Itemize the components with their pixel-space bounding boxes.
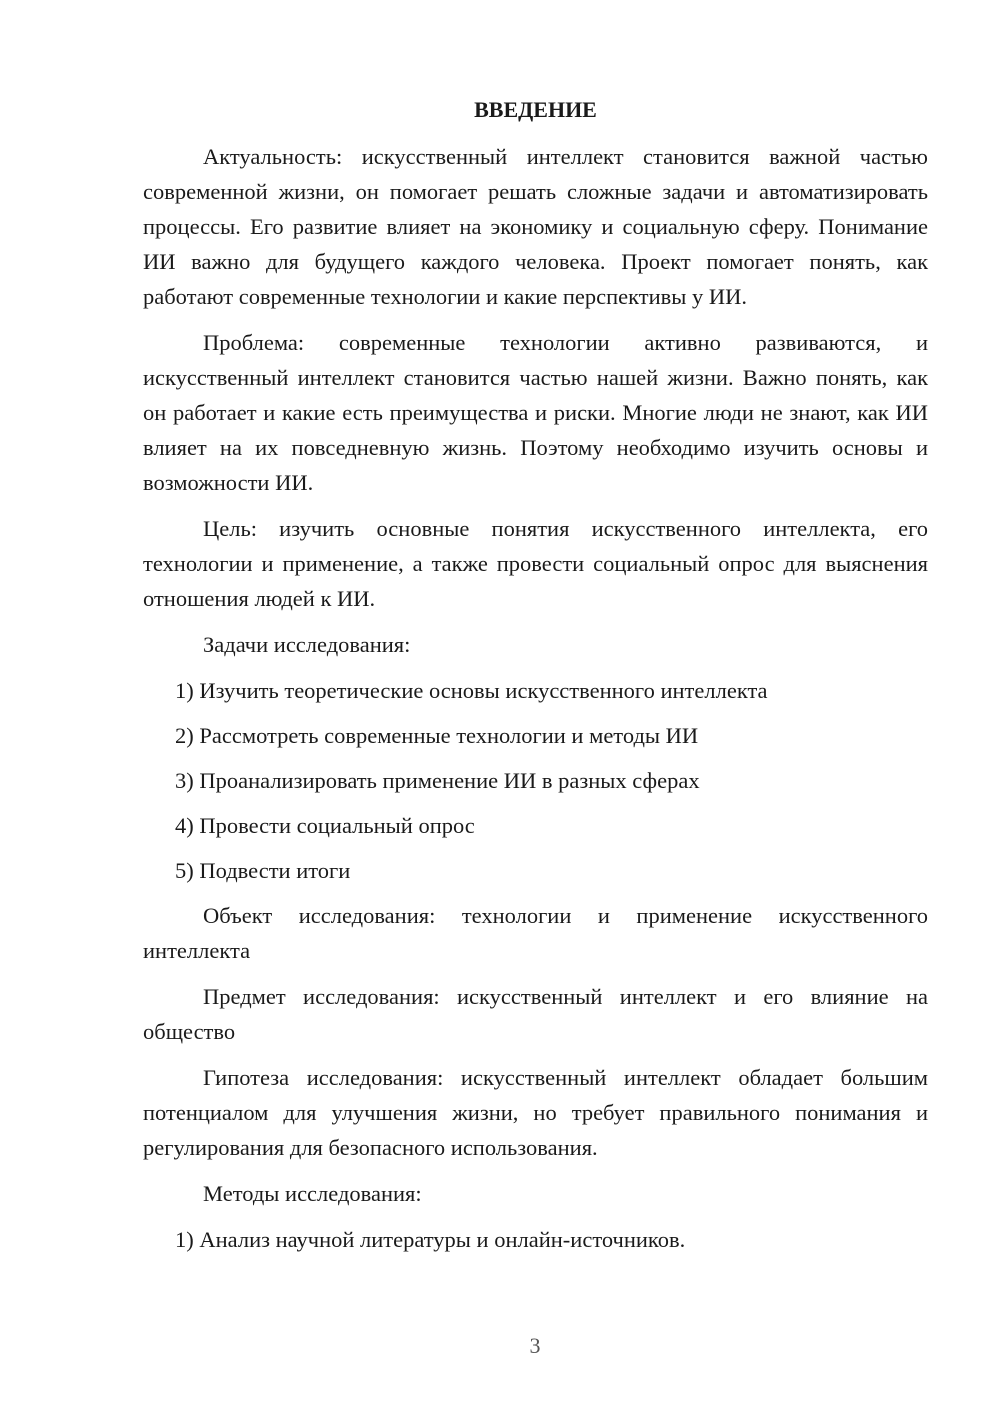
paragraph-problem: Проблема: современные технологии активно развиваются, и искусственный интеллект становится частью нашей жизни. Важно понять, как он работает и какие есть преимущества и риски. Многие люди не знают, как ИИ влияет на их повседневную жизнь. Поэтому необходимо изучить основы и возможности ИИ. [143, 330, 928, 495]
list-item: 3) Проанализировать применение ИИ в разных сферах [175, 768, 700, 793]
methods-list [143, 1222, 928, 1257]
tasks-heading: Задачи исследования: [203, 632, 411, 657]
paragraph-subject: Предмет исследования: искусственный интеллект и его влияние на общество [143, 984, 928, 1044]
list-item: 5) Подвести итоги [175, 858, 351, 883]
paragraph-object: Объект исследования: технологии и применение искусственного интеллекта [143, 903, 928, 963]
list-item: 1) Изучить теоретические основы искусственного интеллекта [175, 678, 768, 703]
paragraph-goal: Цель: изучить основные понятия искусственного интеллекта, его технологии и применение, а также провести социальный опрос для выяснения отношения людей к ИИ. [143, 516, 928, 611]
list-item: 4) Провести социальный опрос [175, 813, 475, 838]
tasks-list [143, 673, 928, 888]
section-title: ВВЕДЕНИЕ [474, 97, 597, 122]
page-number: 3 [529, 1333, 541, 1358]
document-page [143, 92, 928, 1267]
paragraph-hypothesis: Гипотеза исследования: искусственный интеллект обладает большим потенциалом для улучшения жизни, но требует правильного понимания и регулирования для безопасного использования. [143, 1065, 928, 1160]
methods-heading: Методы исследования: [203, 1181, 422, 1206]
paragraph-relevance: Актуальность: искусственный интеллект становится важной частью современной жизни, он помогает решать сложные задачи и автоматизировать процессы. Его развитие влияет на экономику и социальную сферу. Понимание ИИ важно для будущего каждого человека. Проект помогает понять, как работают современные технологии и какие перспективы у ИИ. [143, 144, 928, 309]
list-item: 1) Анализ научной литературы и онлайн-источников. [175, 1227, 686, 1252]
list-item: 2) Рассмотреть современные технологии и методы ИИ [175, 723, 699, 748]
